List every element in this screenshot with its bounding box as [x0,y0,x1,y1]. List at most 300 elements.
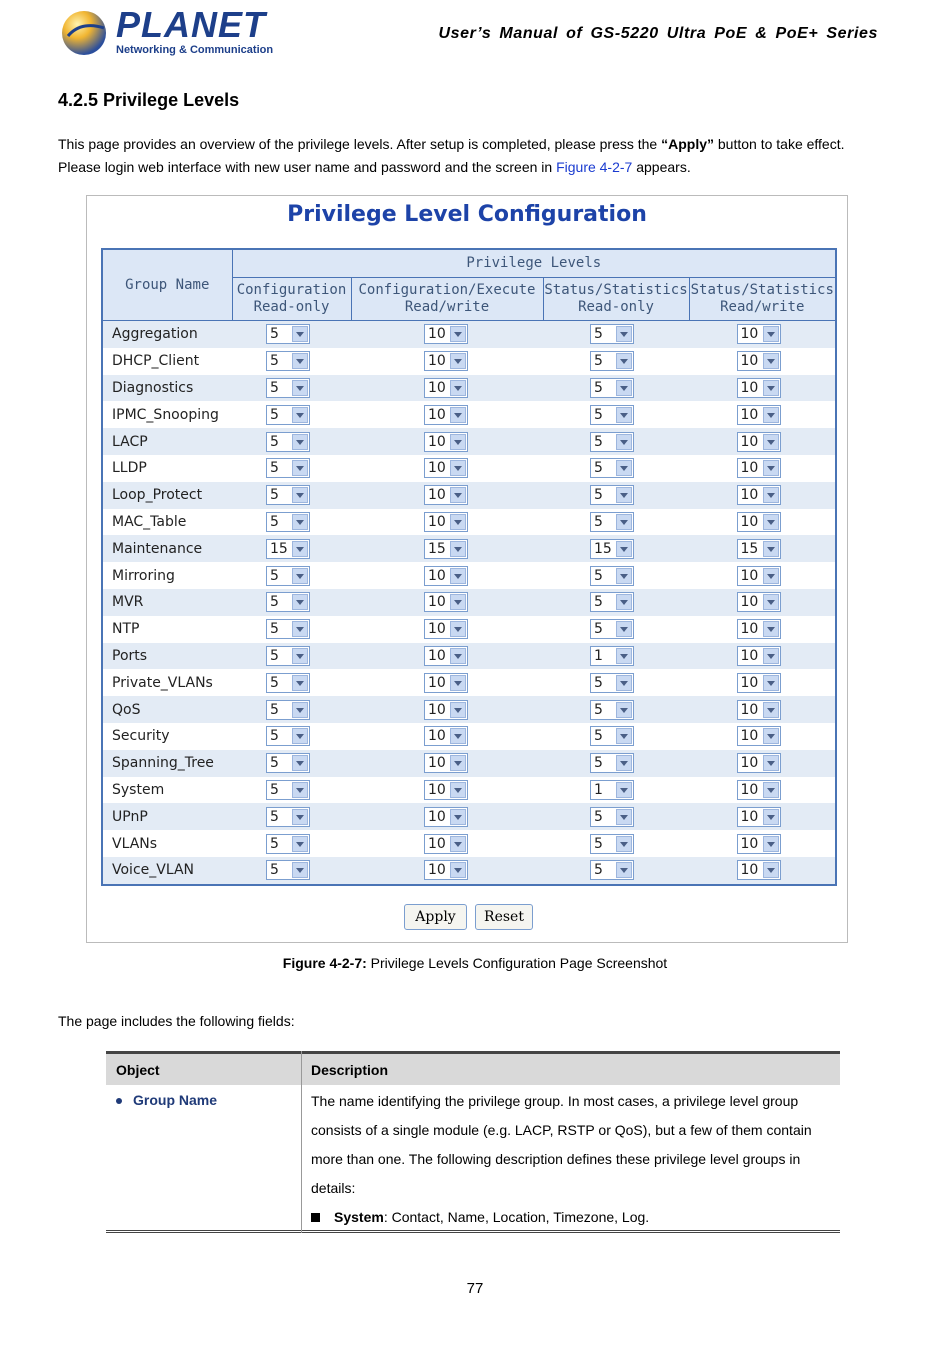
chevron-down-icon[interactable] [450,702,466,718]
chevron-down-icon[interactable] [616,836,632,852]
chevron-down-icon[interactable] [616,541,632,557]
privilege-level-select[interactable] [590,485,634,505]
chevron-down-icon[interactable] [292,434,308,450]
chevron-down-icon[interactable] [616,702,632,718]
caption-label: Figure 4-2-7: [282,955,367,971]
chevron-down-icon[interactable] [763,702,779,718]
selected-level: 10 [740,755,759,772]
chevron-down-icon[interactable] [763,407,779,423]
group-name: Mirroring [102,562,232,589]
selected-level: 10 [428,701,446,718]
privilege-level-select[interactable] [737,700,781,720]
chevron-down-icon[interactable] [763,675,779,691]
chevron-down-icon[interactable] [292,728,308,744]
chevron-down-icon[interactable] [616,487,632,503]
chevron-down-icon[interactable] [616,782,632,798]
privilege-level-select[interactable] [737,780,781,800]
chevron-down-icon[interactable] [763,380,779,396]
apply-emphasis: “Apply” [661,136,714,152]
privilege-level-select[interactable] [590,566,634,586]
privilege-level-select[interactable] [266,860,310,880]
privilege-level-select[interactable] [737,619,781,639]
subcolumn-header-line2: Read-only [578,299,654,315]
privilege-level-select[interactable] [737,646,781,666]
selected-level: 5 [270,460,279,477]
privilege-level-select[interactable] [424,405,468,425]
level-cell [689,455,836,482]
table-row [102,750,836,777]
table-row [102,643,836,670]
level-cell [689,401,836,428]
privilege-level-select[interactable] [424,860,468,880]
level-cell [232,750,351,777]
privilege-level-select[interactable] [737,673,781,693]
selected-level: 10 [740,674,759,691]
privilege-level-select[interactable] [590,753,634,773]
privilege-level-select[interactable] [590,726,634,746]
chevron-down-icon[interactable] [450,621,466,637]
level-cell [351,643,543,670]
level-cell [543,562,689,589]
chevron-down-icon[interactable] [292,460,308,476]
brand-name: PLANET [116,4,266,45]
intro-text: This page provides an overview of the privilege levels. After setup is completed, please press the [58,136,662,152]
chevron-down-icon[interactable] [616,326,632,342]
selected-level: 5 [594,567,603,584]
privilege-level-select[interactable] [424,512,468,532]
chevron-down-icon[interactable] [292,809,308,825]
chevron-down-icon[interactable] [450,836,466,852]
privilege-level-select[interactable] [737,432,781,452]
chevron-down-icon[interactable] [450,460,466,476]
privilege-level-select[interactable] [266,646,310,666]
level-cell [689,750,836,777]
level-cell [543,777,689,804]
chevron-down-icon[interactable] [450,594,466,610]
chevron-down-icon[interactable] [450,434,466,450]
privilege-level-select[interactable] [266,432,310,452]
privilege-level-select[interactable] [737,351,781,371]
chevron-down-icon[interactable] [292,862,308,878]
chevron-down-icon[interactable] [292,326,308,342]
subcolumn-header-line2: Read/write [404,299,490,315]
level-cell [232,777,351,804]
page-number: 77 [466,1280,484,1297]
chevron-down-icon[interactable] [763,568,779,584]
chevron-down-icon[interactable] [616,862,632,878]
privilege-level-select[interactable] [266,351,310,371]
selected-level: 10 [428,674,446,691]
apply-button[interactable]: Apply [404,904,467,930]
selected-level: 5 [594,379,603,396]
level-cell [351,669,543,696]
table-row [102,616,836,643]
privilege-level-select[interactable] [266,566,310,586]
level-cell [232,348,351,375]
privilege-level-select[interactable] [737,566,781,586]
privilege-level-select[interactable] [590,512,634,532]
table-row [102,669,836,696]
privilege-level-select[interactable] [737,512,781,532]
selected-level: 5 [594,808,603,825]
chevron-down-icon[interactable] [450,380,466,396]
subcolumn-header-line1: Status/Statistics [690,282,834,298]
level-cell [543,348,689,375]
selected-level: 10 [740,513,759,530]
group-name: NTP [102,616,232,643]
level-cell [689,616,836,643]
intro-text: appears. [632,159,691,175]
level-cell [543,723,689,750]
privilege-level-select[interactable] [266,700,310,720]
selected-level: 5 [594,862,603,879]
selected-level: 10 [428,326,446,343]
privilege-level-select[interactable] [424,485,468,505]
privilege-level-select[interactable] [590,405,634,425]
level-cell [543,509,689,536]
group-name: Private_VLANs [102,669,232,696]
group-name: Diagnostics [102,375,232,402]
chevron-down-icon[interactable] [763,728,779,744]
privilege-level-select[interactable] [424,351,468,371]
selected-level: 10 [740,701,759,718]
chevron-down-icon[interactable] [292,514,308,530]
privilege-level-select[interactable] [266,485,310,505]
privilege-level-select[interactable] [737,324,781,344]
chevron-down-icon[interactable] [292,755,308,771]
chevron-down-icon[interactable] [763,514,779,530]
chevron-down-icon[interactable] [616,353,632,369]
chevron-down-icon[interactable] [616,809,632,825]
selected-level: 5 [270,728,279,745]
chevron-down-icon[interactable] [616,514,632,530]
chevron-down-icon[interactable] [292,675,308,691]
privilege-level-select[interactable] [266,726,310,746]
selected-level: 10 [740,326,759,343]
privilege-level-select[interactable] [424,700,468,720]
selected-level: 5 [594,701,603,718]
group-name: Voice_VLAN [102,857,232,885]
selected-level: 10 [740,647,759,664]
chevron-down-icon[interactable] [763,487,779,503]
privilege-level-select[interactable] [266,512,310,532]
selected-level: 10 [428,647,446,664]
level-cell [351,803,543,830]
selected-level: 10 [740,406,759,423]
globe-icon [60,6,110,58]
chevron-down-icon[interactable] [292,594,308,610]
selected-level: 5 [270,594,279,611]
privilege-level-select[interactable] [424,378,468,398]
bullet-text: : Contact, Name, Location, Timezone, Log. [383,1209,650,1225]
privilege-level-select[interactable] [266,539,310,559]
chevron-down-icon[interactable] [763,434,779,450]
level-cell [232,535,351,562]
chevron-down-icon[interactable] [616,568,632,584]
privilege-level-select[interactable] [424,780,468,800]
subcolumn-header-line2: Read/write [720,299,805,315]
chevron-down-icon[interactable] [292,836,308,852]
level-cell [689,375,836,402]
object-description [311,1087,836,1232]
privilege-level-select[interactable] [737,539,781,559]
selected-level: 10 [428,460,446,477]
chevron-down-icon[interactable] [616,675,632,691]
privilege-level-select[interactable] [424,673,468,693]
chevron-down-icon[interactable] [292,782,308,798]
privilege-level-select[interactable] [590,351,634,371]
description-column-header: Description [311,1062,389,1078]
group-name: MAC_Table [102,509,232,536]
chevron-down-icon[interactable] [450,407,466,423]
privilege-level-select[interactable] [424,539,468,559]
selected-level: 5 [594,406,603,423]
chevron-down-icon[interactable] [450,326,466,342]
chevron-down-icon[interactable] [450,541,466,557]
selected-level: 10 [428,487,446,504]
privilege-level-select[interactable] [590,780,634,800]
privilege-level-select[interactable] [424,753,468,773]
selected-level: 5 [270,781,279,798]
privilege-level-select[interactable] [590,458,634,478]
privilege-level-select[interactable] [424,458,468,478]
chevron-down-icon[interactable] [763,782,779,798]
chevron-down-icon[interactable] [616,434,632,450]
group-name: DHCP_Client [102,348,232,375]
privilege-level-select[interactable] [266,458,310,478]
chevron-down-icon[interactable] [450,809,466,825]
level-cell [689,562,836,589]
config-screenshot [86,195,848,943]
selected-level: 1 [594,781,603,798]
privilege-level-select[interactable] [737,834,781,854]
level-cell [689,428,836,455]
privilege-level-select[interactable] [266,834,310,854]
privilege-level-select[interactable] [266,780,310,800]
selected-level: 5 [594,674,603,691]
privilege-level-select[interactable] [424,726,468,746]
figure-link[interactable]: Figure 4-2-7 [556,159,633,175]
subcolumn-header-line1: Configuration [236,282,347,298]
privilege-level-select[interactable] [590,619,634,639]
chevron-down-icon[interactable] [616,755,632,771]
config-title: Privilege Level Configuration [287,202,647,227]
level-cell [351,401,543,428]
privilege-level-select[interactable] [737,592,781,612]
chevron-down-icon[interactable] [450,755,466,771]
chevron-down-icon[interactable] [450,487,466,503]
chevron-down-icon[interactable] [450,728,466,744]
selected-level: 5 [270,674,279,691]
table-row [102,857,836,885]
chevron-down-icon[interactable] [616,648,632,664]
bullet-icon [116,1098,122,1104]
selected-level: 5 [270,835,279,852]
privilege-level-select[interactable] [266,619,310,639]
level-cell [689,348,836,375]
level-cell [232,830,351,857]
privilege-level-select[interactable] [266,405,310,425]
privilege-level-select[interactable] [737,753,781,773]
chevron-down-icon[interactable] [450,568,466,584]
chevron-down-icon[interactable] [763,862,779,878]
chevron-down-icon[interactable] [616,728,632,744]
privilege-level-select[interactable] [266,592,310,612]
selected-level: 10 [428,353,446,370]
chevron-down-icon[interactable] [292,407,308,423]
level-cell [232,857,351,885]
planet-logo [60,4,274,58]
chevron-down-icon[interactable] [616,460,632,476]
level-cell [232,616,351,643]
level-cell [351,723,543,750]
chevron-down-icon[interactable] [763,648,779,664]
group-name: Spanning_Tree [102,750,232,777]
intro-text: button to take effect. [714,136,845,152]
privilege-level-select[interactable] [590,860,634,880]
chevron-down-icon[interactable] [616,407,632,423]
privilege-level-select[interactable] [266,673,310,693]
intro-paragraph [58,133,898,179]
selected-level: 10 [740,862,759,879]
privilege-level-select[interactable] [590,324,634,344]
selected-level: 5 [270,433,279,450]
privilege-level-select[interactable] [590,807,634,827]
table-row [102,348,836,375]
chevron-down-icon[interactable] [292,568,308,584]
chevron-down-icon[interactable] [763,353,779,369]
privilege-level-select[interactable] [590,673,634,693]
privilege-level-select[interactable] [590,539,634,559]
selected-level: 5 [270,621,279,638]
level-cell [351,696,543,723]
privilege-level-select[interactable] [266,753,310,773]
level-cell [689,830,836,857]
selected-level: 15 [740,540,759,557]
selected-level: 5 [594,621,603,638]
level-cell [689,723,836,750]
level-cell [689,643,836,670]
chevron-down-icon[interactable] [763,326,779,342]
chevron-down-icon[interactable] [763,755,779,771]
chevron-down-icon[interactable] [450,353,466,369]
privilege-level-select[interactable] [590,592,634,612]
privilege-level-select[interactable] [737,807,781,827]
selected-level: 10 [740,835,759,852]
section-title: 4.2.5 Privilege Levels [58,90,240,110]
privilege-level-select[interactable] [737,378,781,398]
chevron-down-icon[interactable] [292,621,308,637]
subcolumn-header-line1: Configuration/Execute [358,282,536,298]
privilege-level-select[interactable] [590,432,634,452]
privilege-level-select[interactable] [424,619,468,639]
privilege-level-select[interactable] [424,592,468,612]
level-cell [689,589,836,616]
selected-level: 5 [270,353,279,370]
chevron-down-icon[interactable] [763,809,779,825]
privilege-level-select[interactable] [737,405,781,425]
level-cell [543,643,689,670]
chevron-down-icon[interactable] [763,594,779,610]
selected-level: 10 [740,728,759,745]
chevron-down-icon[interactable] [292,353,308,369]
chevron-down-icon[interactable] [616,380,632,396]
level-cell [543,589,689,616]
chevron-down-icon[interactable] [292,702,308,718]
privilege-level-select[interactable] [424,646,468,666]
chevron-down-icon[interactable] [450,782,466,798]
level-cell [543,321,689,348]
privilege-level-select[interactable] [424,566,468,586]
chevron-down-icon[interactable] [292,648,308,664]
level-cell [351,455,543,482]
selected-level: 5 [594,513,603,530]
chevron-down-icon[interactable] [450,514,466,530]
privilege-level-select[interactable] [266,807,310,827]
table-row [102,696,836,723]
group-name: QoS [102,696,232,723]
chevron-down-icon[interactable] [450,862,466,878]
level-cell [543,803,689,830]
chevron-down-icon[interactable] [616,621,632,637]
level-cell [689,857,836,885]
level-cell [689,535,836,562]
privilege-level-select[interactable] [424,324,468,344]
privilege-level-select[interactable] [266,324,310,344]
privilege-level-select[interactable] [424,834,468,854]
privilege-level-select[interactable] [737,485,781,505]
group-name: System [102,777,232,804]
selected-level: 5 [594,728,603,745]
level-cell [232,723,351,750]
chevron-down-icon[interactable] [616,594,632,610]
selected-level: 5 [270,513,279,530]
chevron-down-icon[interactable] [292,380,308,396]
privilege-level-select[interactable] [590,700,634,720]
chevron-down-icon[interactable] [763,621,779,637]
level-cell [351,428,543,455]
privilege-level-select[interactable] [737,726,781,746]
chevron-down-icon[interactable] [763,836,779,852]
chevron-down-icon[interactable] [763,541,779,557]
privilege-level-select[interactable] [737,860,781,880]
selected-level: 10 [740,808,759,825]
selected-level: 10 [428,513,446,530]
subcolumn-header [232,278,351,321]
chevron-down-icon[interactable] [292,541,308,557]
desc-line: more than one. The following description defines these privilege level groups in [311,1151,801,1167]
chevron-down-icon[interactable] [763,460,779,476]
table-row [102,562,836,589]
chevron-down-icon[interactable] [450,675,466,691]
privilege-level-select[interactable] [424,432,468,452]
chevron-down-icon[interactable] [292,487,308,503]
privilege-level-select[interactable] [266,378,310,398]
table-row [102,321,836,348]
privilege-level-select[interactable] [424,807,468,827]
selected-level: 10 [428,594,446,611]
desc-line: The name identifying the privilege group. In most cases, a privilege level group [311,1093,799,1109]
chevron-down-icon[interactable] [450,648,466,664]
privilege-level-select[interactable] [737,458,781,478]
privilege-level-select[interactable] [590,646,634,666]
table-row [102,535,836,562]
level-cell [351,830,543,857]
group-name: VLANs [102,830,232,857]
privilege-level-select[interactable] [590,378,634,398]
reset-button[interactable]: Reset [475,904,533,930]
privilege-level-select[interactable] [590,834,634,854]
